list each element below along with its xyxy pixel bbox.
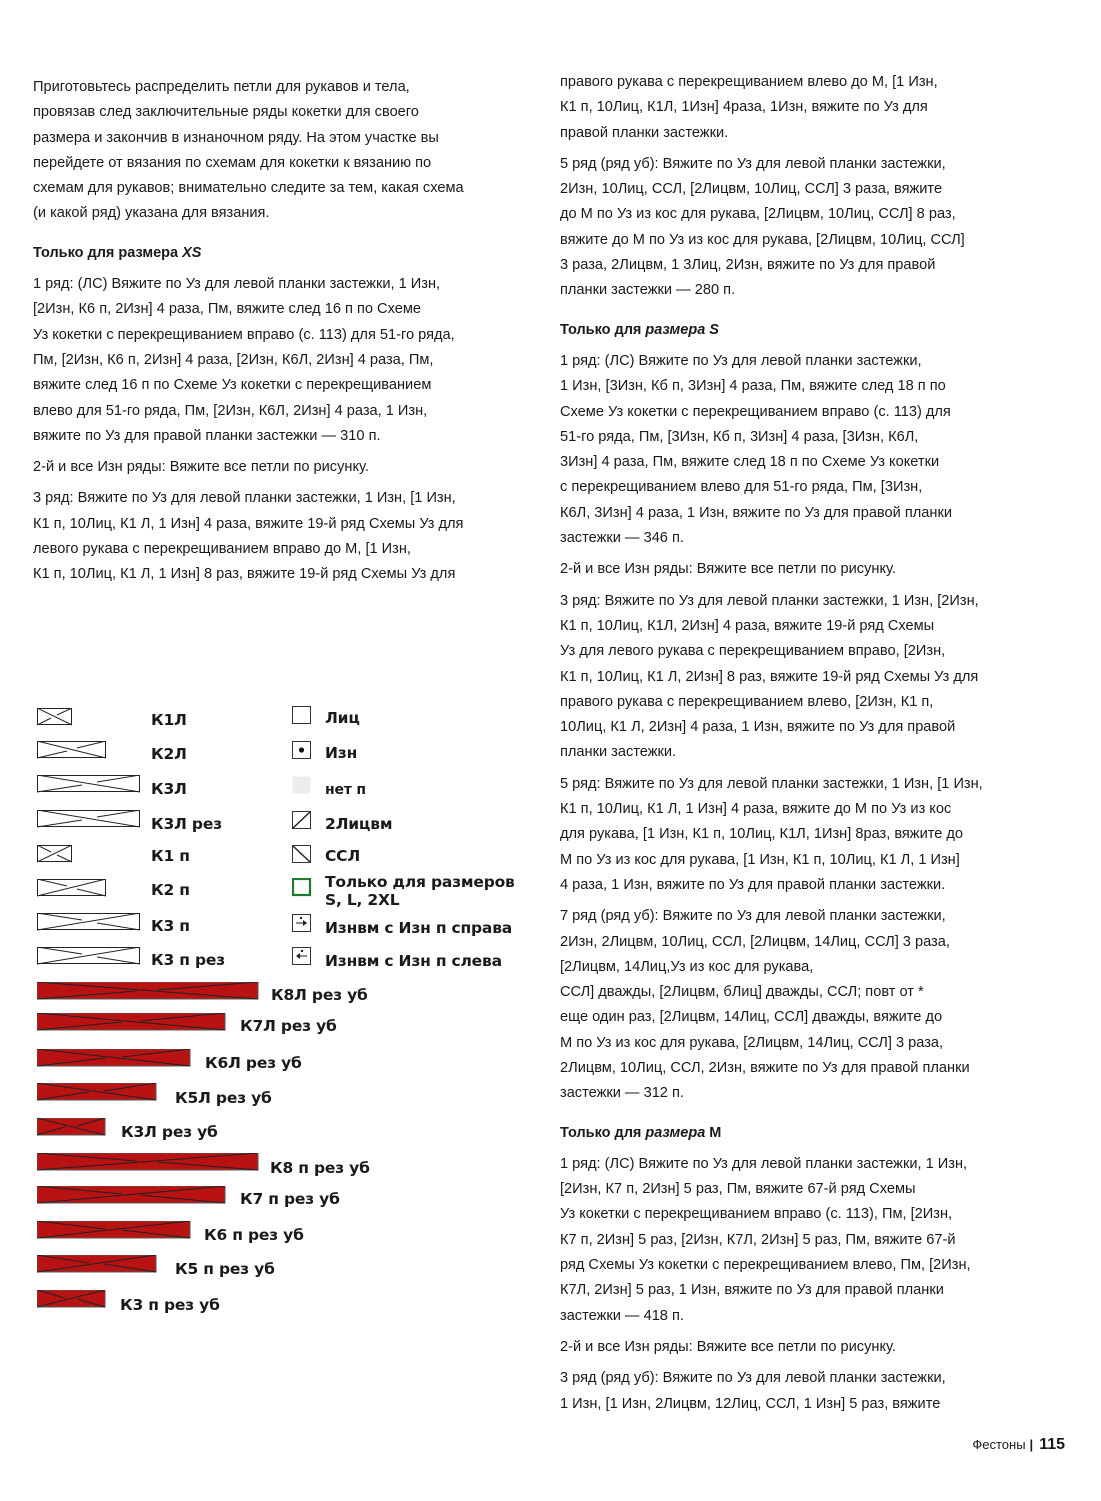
legend-label-k1l: К1Л [151, 711, 187, 729]
purl-inc-right-icon [292, 914, 312, 933]
purl-inc-left-icon [292, 947, 312, 966]
legend-label-k3l-purl: К3Л рез [151, 815, 222, 833]
k8l-dec-cable-icon [37, 982, 259, 1000]
purl-stitch-icon [292, 741, 312, 760]
xs-row-3: 3 ряд: Вяжите по Уз для левой планки застежки, 1 Изн, [1 Изн, К1 п, 10Лиц, К1 Л, 1 Изн] 4 раза, вяжите 19-й ряд Схемы Уз для левого рукава с перекрещиванием вправо до М, [1 Изн, К1 п, 10Лиц, К1 Л, 1 Изн] 8 раз, вяжите 19-й ряд Схемы Уз для [33, 490, 464, 583]
legend-label-k1p: К1 п [151, 847, 190, 865]
k5l-dec-cable-icon [37, 1083, 157, 1101]
m-heading: Только для размера М [560, 1124, 722, 1141]
legend-label-ssk: ССЛ [325, 847, 361, 865]
k3l-dec-cable-icon [37, 1118, 107, 1136]
m-row-3: 3 ряд (ряд уб): Вяжите по Уз для левой планки застежки, 1 Изн, [1 Изн, 2Лицвм, 12Лиц, ССЛ, 1 Изн] 5 раз, вяжите [560, 1370, 946, 1412]
s-row-1: 1 ряд: (ЛС) Вяжите по Уз для левой планки застежки, 1 Изн, [3Изн, Кб п, 3Изн] 4 раза, Пм, вяжите след 18 п по Схеме Уз кокетки с перекрещиванием вправо (с. 113) для 51-го ряда, Пм, [3Изн, Кб п, 3Изн] 4 раза, [3Изн, К6Л, 3Изн] 4 раза, Пм, вяжите след 18 п по Схеме Уз кокетки с перекрещиванием влево для 51-го ряда, Пм, [3Изн, К6Л, 3Изн] 4 раза, 1 Изн, вяжите по Уз для правой планки застежки — 346 п. [560, 352, 952, 547]
intro-paragraph: Приготовьтесь распределить петли для рукавов и тела, провязав след заключительные ряды кокетки для своего размера и закончив в изнаночном ряду. На этом участке вы перейдете от вязания по схемам для кокетки к вязанию по схемам для рукавов; внимательно следите за тем, какая схема (и какой ряд) указана для вязания. [33, 79, 464, 222]
k2l-cable-icon [37, 741, 107, 759]
legend-label-k6p-dec: К6 п рез уб [204, 1226, 304, 1244]
legend-label-k3l-dec: К3Л рез уб [121, 1123, 218, 1141]
xs-row-2: 2-й и все Изн ряды: Вяжите все петли по рисунку. [33, 459, 369, 476]
k2tog-icon [292, 811, 312, 830]
legend-label-purl-inc-right: Изнвм с Изн п справа [325, 919, 513, 937]
legend-label-no-stitch: нет п [325, 782, 366, 798]
legend-label-sizes: Только для размеров S, L, 2XL [325, 873, 515, 909]
k3p-dec-cable-icon [37, 1290, 107, 1308]
k7l-dec-cable-icon [37, 1013, 227, 1031]
legend-label-k7l-dec: К7Л рез уб [240, 1017, 337, 1035]
legend-label-k3l: К3Л [151, 780, 187, 798]
knit-stitch-icon [292, 706, 312, 725]
xs-row-5: 5 ряд (ряд уб): Вяжите по Уз для левой планки застежки, 2Изн, 10Лиц, ССЛ, [2Лицвм, 10Лиц, ССЛ] 3 раза, вяжите до М по Уз из кос для рукава, [2Лицвм, 10Лиц, ССЛ] 8 раз, вяжите до М по Уз из кос для рукава, [2Лицвм, 10Лиц, ССЛ] 3 раза, 2Лицвм, 1 3Лиц, 2Изн, вяжите по Уз для правой планки застежки — 280 п. [560, 155, 965, 299]
legend-label-purl-inc-left: Изнвм с Изн п слева [325, 952, 502, 970]
k8p-dec-cable-icon [37, 1153, 259, 1171]
k1l-cable-icon [37, 708, 73, 726]
xs-heading: Только для размера XS [33, 244, 202, 261]
legend-label-k7p-dec: К7 п рез уб [240, 1190, 340, 1208]
no-stitch-icon [292, 776, 312, 795]
k6p-dec-cable-icon [37, 1221, 191, 1239]
legend-label-k3p-purl: К3 п рез [151, 951, 225, 969]
legend-label-k5l-dec: К5Л рез уб [175, 1089, 272, 1107]
s-row-5: 5 ряд: Вяжите по Уз для левой планки застежки, 1 Изн, [1 Изн, К1 п, 10Лиц, К1 Л, 1 Изн] 4 раза, вяжите до М по Уз из кос для рукава, [1 Изн, К1 п, 10Лиц, К1Л, 1Изн] 8раз, вяжите до М по Уз из кос для рукава, [1 Изн, К1 п, 10Лиц, К1 Л, 1 Изн] 4 раза, 1 Изн, вяжите по Уз для правой планки застежки. [560, 775, 983, 893]
section-name: Фестоны [972, 1437, 1026, 1452]
k2p-cable-icon [37, 879, 107, 897]
legend-label-k3p-dec: К3 п рез уб [120, 1296, 220, 1314]
k6l-dec-cable-icon [37, 1049, 191, 1067]
m-row-1: 1 ряд: (ЛС) Вяжите по Уз для левой планки застежки, 1 Изн, [2Изн, К7 п, 2Изн] 5 раз, Пм, вяжите 67-й ряд Схемы Уз кокетки с перекрещиванием вправо (с. 113), Пм, [2Изн, К7 п, 2Изн] 5 раз, [2Изн, К7Л, 2Изн] 5 раз, Пм, вяжите 67-й ряд Схемы Уз кокетки с перекрещиванием влево, Пм, [2Изн, К7Л, 2Изн] 5 раз, 1 Изн, вяжите по Уз для правой планки застежки — 418 п. [560, 1155, 971, 1324]
k3l-cable-icon [37, 775, 141, 793]
legend-label-purl: Изн [325, 744, 358, 762]
legend-label-k8p-dec: К8 п рез уб [270, 1159, 370, 1177]
xs-row-1: 1 ряд: (ЛС) Вяжите по Уз для левой планки застежки, 1 Изн, [2Изн, К6 п, 2Изн] 4 раза, Пм, вяжите след 16 п по Схеме Уз кокетки с перекрещиванием вправо (с. 113) для 51-го ряда, Пм, [2Изн, К6 п, 2Изн] 4 раза, [2Изн, К6Л, 2Изн] 4 раза, Пм, вяжите след 16 п по Схеме Уз кокетки с перекрещиванием влево для 51-го ряда, Пм, [2Изн, К6Л, 2Изн] 4 раза, 1 Изн, вяжите по Уз для правой планки застежки — 310 п. [33, 276, 455, 444]
legend-label-k2p: К2 п [151, 881, 190, 899]
s-row-2: 2-й и все Изн ряды: Вяжите все петли по рисунку. [560, 561, 896, 578]
size-outline-icon [292, 878, 312, 897]
legend-label-k8l-dec: К8Л рез уб [271, 986, 368, 1004]
legend-label-k6l-dec: К6Л рез уб [205, 1054, 302, 1072]
k5p-dec-cable-icon [37, 1255, 157, 1273]
k3l-purl-cable-icon [37, 810, 141, 828]
page-footer [972, 1436, 1065, 1454]
xs-row-3-continued: правого рукава с перекрещиванием влево до М, [1 Изн, К1 п, 10Лиц, К1Л, 1Изн] 4раза, 1Изн, вяжите по Уз для правой планки застежки. [560, 74, 938, 141]
legend-label-k3p: К3 п [151, 917, 190, 935]
s-row-3: 3 ряд: Вяжите по Уз для левой планки застежки, 1 Изн, [2Изн, К1 п, 10Лиц, К1Л, 2Изн] 4 раза, вяжите 19-й ряд Схемы Уз для левого рукава с перекрещиванием вправо, [2Изн, К1 п, 10Лиц, К1 Л, 2Изн] 8 раз, вяжите 19-й ряд Схемы Уз для правого рукава с перекрещиванием влево, [2Изн, К1 п, 10Лиц, К1 Л, 2Изн] 4 раза, 1 Изн, вяжите по Уз для правой планки застежки. [560, 592, 979, 761]
legend-label-k2l: К2Л [151, 745, 187, 763]
page-number: 115 [1039, 1436, 1065, 1453]
legend-label-knit: Лиц [325, 709, 360, 727]
m-row-2: 2-й и все Изн ряды: Вяжите все петли по рисунку. [560, 1338, 896, 1355]
s-heading: Только для размера S [560, 321, 719, 338]
ssk-icon [292, 845, 312, 864]
left-column [33, 75, 523, 594]
k3p-cable-icon [37, 913, 141, 931]
k7p-dec-cable-icon [37, 1186, 227, 1204]
k1p-cable-icon [37, 845, 73, 863]
legend-label-k2tog: 2Лицвм [325, 815, 393, 833]
right-column [560, 70, 1040, 1423]
s-row-7: 7 ряд (ряд уб): Вяжите по Уз для левой планки застежки, 2Изн, 2Лицвм, 10Лиц, ССЛ, [2Лицвм, 14Лиц, ССЛ] 3 раза, [2Лицвм, 14Лиц,Уз из кос для рукава, ССЛ] дважды, [2Лицвм, бЛиц] дважды, ССЛ; повт от * еще один раз, [2Лицвм, 14Лиц, ССЛ] дважды, вяжите до М по Уз из кос для рукава, [2Лицвм, 14Лиц, ССЛ] 3 раза, 2Лицвм, 10Лиц, ССЛ, 2Изн, вяжите по Уз для правой планки застежки — 312 п. [560, 908, 970, 1102]
k3p-purl-cable-icon [37, 947, 141, 965]
legend-label-k5p-dec: К5 п рез уб [175, 1260, 275, 1278]
footer-divider: | [1029, 1437, 1034, 1452]
